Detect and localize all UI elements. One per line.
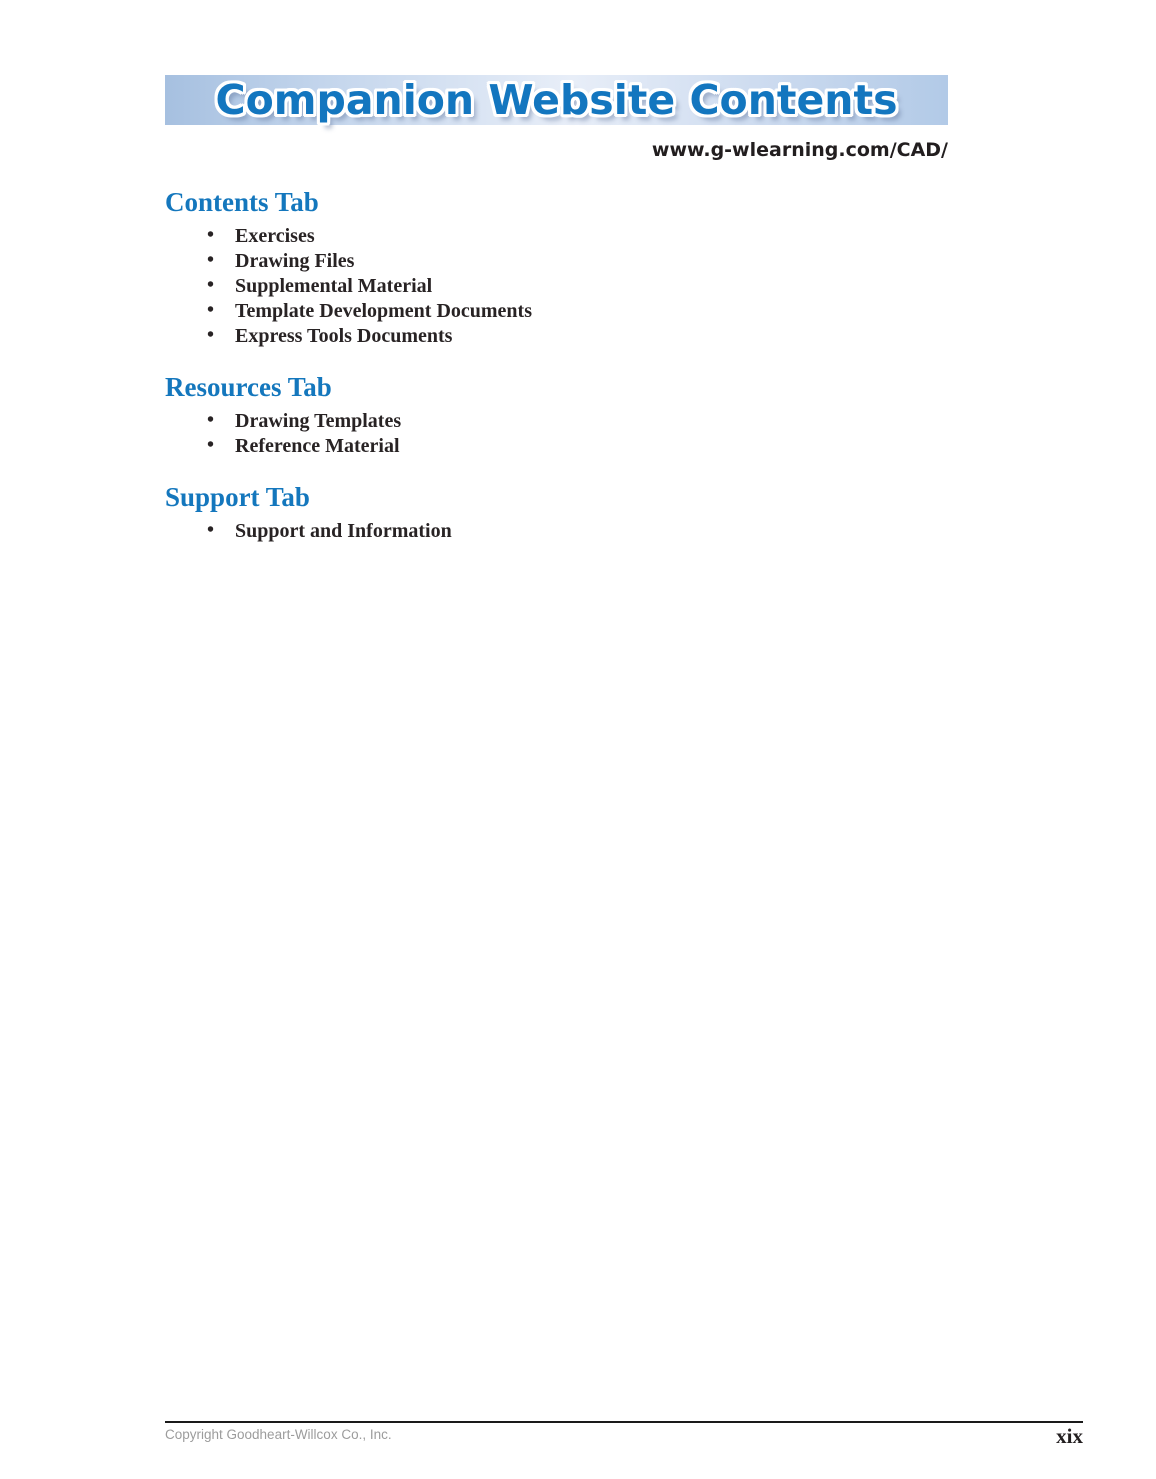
list-item-label: Template Development Documents [235, 300, 533, 322]
section-heading-resources-tab: Resources Tab [165, 372, 332, 402]
list-item [165, 519, 965, 544]
list-item [165, 409, 965, 434]
page-title-banner [165, 75, 948, 125]
companion-website-url: www.g-wlearning.com/CAD/ [651, 139, 948, 161]
bullet-icon: • [207, 299, 215, 321]
bullet-list-contents [165, 224, 965, 349]
bullet-icon: • [207, 434, 215, 456]
bullet-icon: • [207, 519, 215, 541]
copyright-text: Copyright Goodheart-Willcox Co., Inc. [165, 1427, 392, 1442]
bullet-icon: • [207, 224, 215, 246]
list-item-label: Exercises [235, 225, 315, 247]
list-item-label: Support and Information [235, 520, 452, 542]
page-title: Companion Website Contents [215, 76, 898, 124]
footer-divider [165, 1421, 1083, 1423]
list-item [165, 434, 965, 459]
list-item [165, 274, 965, 299]
bullet-icon: • [207, 324, 215, 346]
bullet-icon: • [207, 409, 215, 431]
bullet-icon: • [207, 274, 215, 296]
list-item [165, 324, 965, 349]
list-item-label: Drawing Templates [235, 410, 402, 432]
bullet-list-support [165, 519, 965, 544]
list-item [165, 299, 965, 324]
bullet-list-resources [165, 409, 965, 459]
section-support-tab [165, 483, 965, 544]
page-number: xix [1056, 1424, 1083, 1448]
list-item [165, 224, 965, 249]
list-item-label: Drawing Files [235, 250, 355, 272]
section-heading-support-tab: Support Tab [165, 482, 310, 512]
section-heading-contents-tab: Contents Tab [165, 187, 319, 217]
section-contents-tab [165, 188, 965, 349]
content-area [165, 188, 965, 568]
list-item-label: Supplemental Material [235, 275, 433, 297]
list-item-label: Reference Material [235, 435, 400, 457]
list-item [165, 249, 965, 274]
bullet-icon: • [207, 249, 215, 271]
section-resources-tab [165, 373, 965, 459]
list-item-label: Express Tools Documents [235, 325, 453, 347]
